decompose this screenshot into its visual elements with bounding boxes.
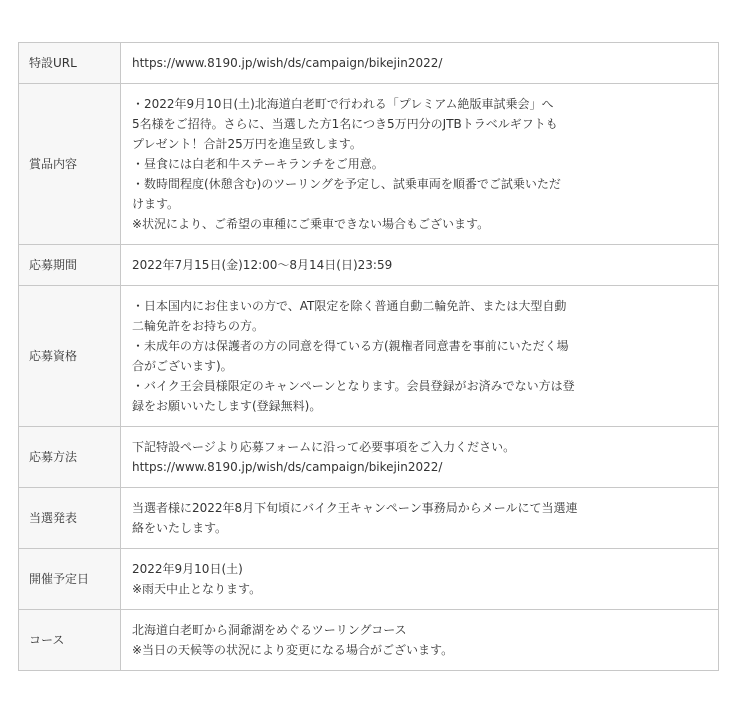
row-label: 応募期間 — [19, 245, 121, 286]
eligibility-line: 二輪免許をお持ちの方。 — [132, 319, 265, 333]
course-line: ※当日の天候等の状況により変更になる場合がございます。 — [132, 643, 454, 657]
prize-line: けます。 — [132, 197, 180, 211]
event-date-line: 2022年9月10日(土) — [132, 562, 243, 576]
row-label: 応募資格 — [19, 286, 121, 427]
table-row-event-date — [19, 549, 719, 610]
prize-line: ・2022年9月10日(土)北海道白老町で行われる「プレミアム絶版車試乗会」へ — [132, 97, 554, 111]
row-value — [121, 427, 719, 488]
table-row-prize — [19, 84, 719, 245]
table-row-course — [19, 610, 719, 671]
row-label: 賞品内容 — [19, 84, 121, 245]
row-label: コース — [19, 610, 121, 671]
prize-line: ・数時間程度(休憩含む)のツーリングを予定し、試乗車両を順番でご試乗いただ — [132, 177, 561, 191]
method-url-link[interactable]: https://www.8190.jp/wish/ds/campaign/bikejin2022/ — [132, 460, 443, 474]
table-row-period — [19, 245, 719, 286]
eligibility-line: 合がございます)。 — [132, 359, 233, 373]
announcement-line: 当選者様に2022年8月下旬頃にバイク王キャンペーン事務局からメールにて当選連 — [132, 501, 578, 515]
row-value — [121, 43, 719, 84]
event-date-line: ※雨天中止となります。 — [132, 582, 262, 596]
announcement-line: 絡をいたします。 — [132, 521, 228, 535]
row-value — [121, 549, 719, 610]
campaign-info-table — [18, 42, 719, 671]
table-row-announcement — [19, 488, 719, 549]
row-value — [121, 245, 719, 286]
special-url-link[interactable]: https://www.8190.jp/wish/ds/campaign/bikejin2022/ — [132, 56, 443, 70]
table-row-special-url — [19, 43, 719, 84]
period-line: 2022年7月15日(金)12:00～8月14日(日)23:59 — [132, 258, 393, 272]
row-value — [121, 286, 719, 427]
prize-line: 5名様をご招待。さらに、当選した方1名につき5万円分のJTBトラベルギフトも — [132, 117, 558, 131]
eligibility-line: ・日本国内にお住まいの方で、AT限定を除く普通自動二輪免許、または大型自動 — [132, 299, 567, 313]
prize-line: プレゼント！合計25万円を進呈致します。 — [132, 137, 362, 151]
row-value — [121, 488, 719, 549]
table-row-eligibility — [19, 286, 719, 427]
row-label: 当選発表 — [19, 488, 121, 549]
row-value — [121, 84, 719, 245]
eligibility-line: 録をお願いいたします(登録無料)。 — [132, 399, 322, 413]
row-label: 開催予定日 — [19, 549, 121, 610]
prize-line: ※状況により、ご希望の車種にご乗車できない場合もございます。 — [132, 217, 490, 231]
eligibility-line: ・バイク王会員様限定のキャンペーンとなります。会員登録がお済みでない方は登 — [132, 379, 575, 393]
row-label: 特設URL — [19, 43, 121, 84]
method-line: 下記特設ページより応募フォームに沿って必要事項をご入力ください。 — [132, 440, 516, 454]
eligibility-line: ・未成年の方は保護者の方の同意を得ている方(親権者同意書を事前にいただく場 — [132, 339, 569, 353]
prize-line: ・昼食には白老和牛ステーキランチをご用意。 — [132, 157, 384, 171]
row-value — [121, 610, 719, 671]
course-line: 北海道白老町から洞爺湖をめぐるツーリングコース — [132, 623, 407, 637]
row-label: 応募方法 — [19, 427, 121, 488]
table-row-method — [19, 427, 719, 488]
